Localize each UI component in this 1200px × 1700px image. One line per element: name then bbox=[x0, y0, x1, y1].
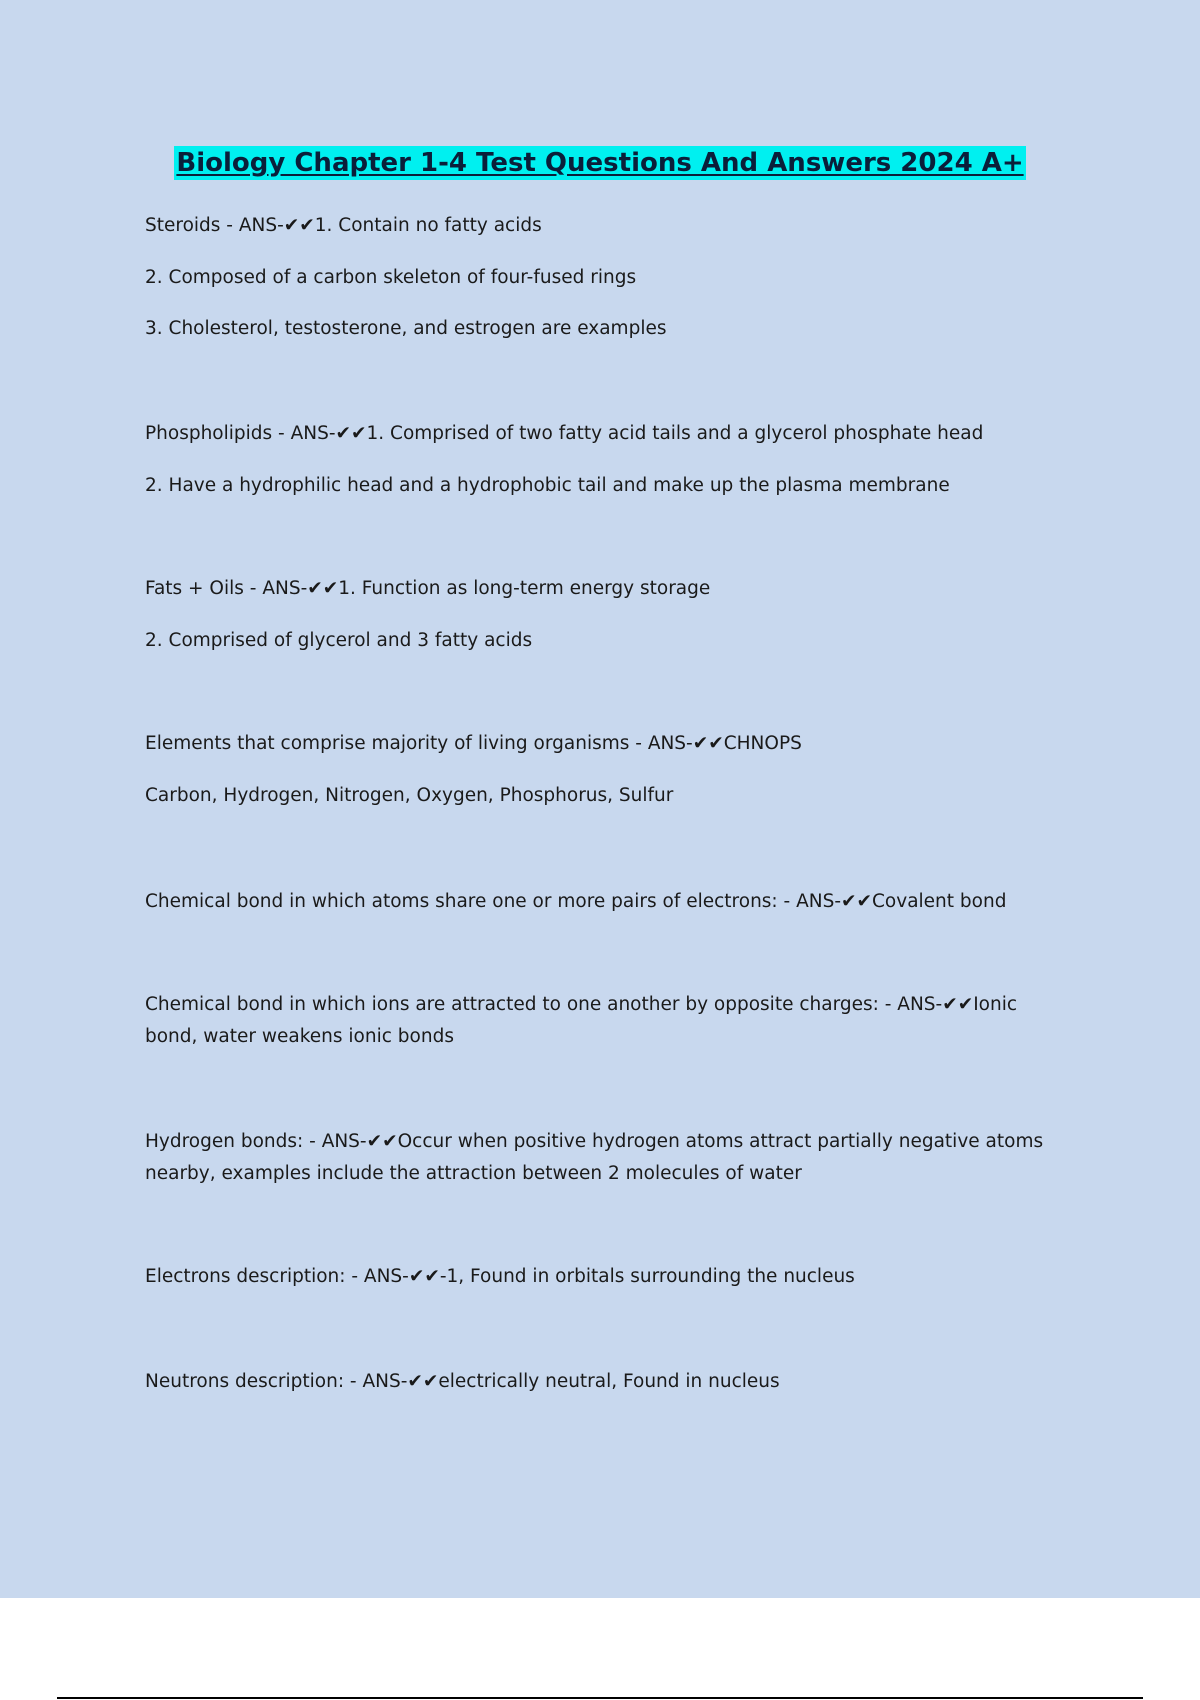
text-line-elements: Elements that comprise majority of living organisms - ANS-✔✔CHNOPS bbox=[145, 733, 802, 754]
text-line-neutrons: Neutrons description: - ANS-✔✔electrically neutral, Found in nucleus bbox=[145, 1371, 780, 1392]
text-line-elements-2: Carbon, Hydrogen, Nitrogen, Oxygen, Phosphorus, Sulfur bbox=[145, 785, 674, 806]
text-line-fats-oils: Fats + Oils - ANS-✔✔1. Function as long-term energy storage bbox=[145, 578, 711, 599]
text-line-electrons: Electrons description: - ANS-✔✔-1, Found in orbitals surrounding the nucleus bbox=[145, 1266, 855, 1287]
text-line-covalent-bond: Chemical bond in which atoms share one or more pairs of electrons: - ANS-✔✔Covalent bond bbox=[145, 891, 1007, 912]
text-line-phospholipids-2: 2. Have a hydrophilic head and a hydrophobic tail and make up the plasma membrane bbox=[145, 475, 950, 496]
text-line-ionic-bond: Chemical bond in which ions are attracted to one another by opposite charges: - ANS-✔✔Ionic bond, water weakens ionic bonds bbox=[145, 994, 1018, 1047]
text-line-steroids-3: 3. Cholesterol, testosterone, and estrogen are examples bbox=[145, 318, 667, 339]
text-line-steroids-2: 2. Composed of a carbon skeleton of four-fused rings bbox=[145, 267, 637, 288]
document-title: Biology Chapter 1-4 Test Questions And Answers 2024 A+ bbox=[176, 148, 1024, 178]
text-line-steroids: Steroids - ANS-✔✔1. Contain no fatty acids bbox=[145, 215, 542, 236]
title-wrapper bbox=[0, 146, 1200, 180]
text-line-hydrogen-bonds: Hydrogen bonds: - ANS-✔✔Occur when positive hydrogen atoms attract partially negative atoms nearby, examples include the attraction between 2 molecules of water bbox=[145, 1131, 1044, 1184]
text-line-phospholipids: Phospholipids - ANS-✔✔1. Comprised of two fatty acid tails and a glycerol phosphate head bbox=[145, 423, 984, 444]
text-line-fats-oils-2: 2. Comprised of glycerol and 3 fatty acids bbox=[145, 630, 533, 651]
bottom-divider bbox=[57, 1697, 1143, 1699]
